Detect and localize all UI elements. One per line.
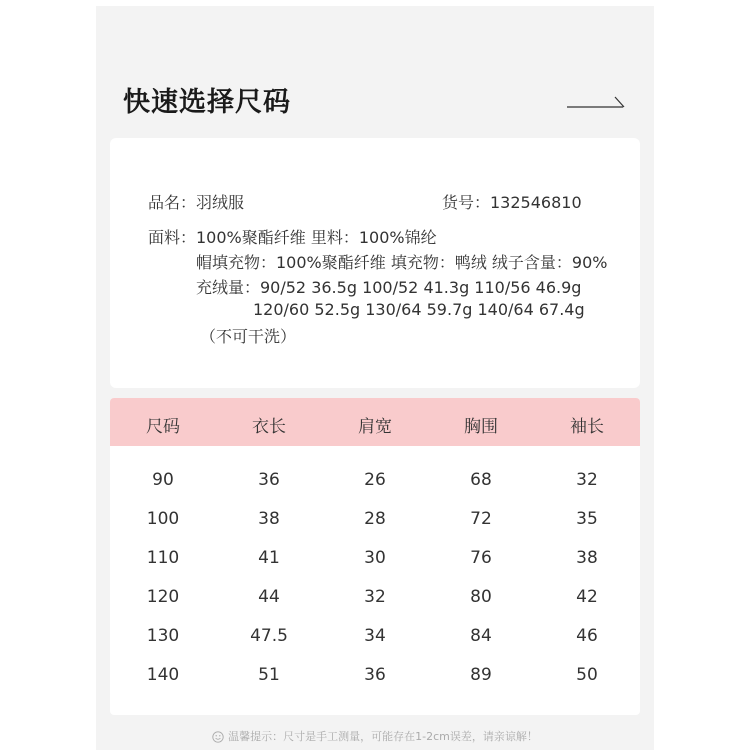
wash-note: （不可干洗） <box>200 327 297 346</box>
product-sku: 货号：132546810 <box>442 193 582 212</box>
table-cell: 46 <box>576 626 598 646</box>
table-cell: 26 <box>364 470 386 490</box>
table-cell: 140 <box>146 665 180 685</box>
table-cell: 32 <box>576 470 598 490</box>
table-cell: 28 <box>364 509 386 529</box>
table-cell: 42 <box>576 587 598 607</box>
table-cell: 110 <box>146 548 180 568</box>
table-cell: 41 <box>258 548 280 568</box>
header-cell-shoulder: 肩宽 <box>358 417 392 437</box>
measurement-tip <box>0 728 750 744</box>
table-cell: 89 <box>470 665 492 685</box>
table-cell: 90 <box>152 470 174 490</box>
fill-weight-line-2: 120/60 52.5g 130/64 59.7g 140/64 67.4g <box>253 300 585 319</box>
table-cell: 100 <box>146 509 180 529</box>
table-cell: 76 <box>470 548 492 568</box>
table-cell: 50 <box>576 665 598 685</box>
table-cell: 38 <box>576 548 598 568</box>
product-name: 品名：羽绒服 <box>148 193 245 212</box>
table-cell: 47.5 <box>250 626 288 646</box>
arrow-right-icon[interactable] <box>566 94 626 110</box>
table-cell: 36 <box>364 665 386 685</box>
smile-icon <box>212 731 224 743</box>
table-cell: 68 <box>470 470 492 490</box>
table-cell: 30 <box>364 548 386 568</box>
table-cell: 34 <box>364 626 386 646</box>
size-table <box>110 398 640 715</box>
fabric-info: 面料：100%聚酯纤维 里料：100%锦纶 <box>148 228 437 247</box>
table-cell: 80 <box>470 587 492 607</box>
table-cell: 36 <box>258 470 280 490</box>
header-cell-size: 尺码 <box>146 417 180 437</box>
page-title: 快速选择尺码 <box>123 87 291 118</box>
hood-fill-info: 帽填充物：100%聚酯纤维 填充物：鸭绒 绒子含量：90% <box>196 253 608 272</box>
table-cell: 35 <box>576 509 598 529</box>
product-info-card <box>110 138 640 388</box>
table-cell: 84 <box>470 626 492 646</box>
table-cell: 130 <box>146 626 180 646</box>
table-header <box>110 398 640 446</box>
table-cell: 44 <box>258 587 280 607</box>
table-cell: 120 <box>146 587 180 607</box>
header-cell-length: 衣长 <box>252 417 286 437</box>
fill-weight-line-1: 充绒量：90/52 36.5g 100/52 41.3g 110/56 46.9g <box>196 278 582 297</box>
table-cell: 32 <box>364 587 386 607</box>
table-cell: 72 <box>470 509 492 529</box>
tip-text: 温馨提示：尺寸是手工测量，可能存在1-2cm误差，请亲谅解！ <box>228 730 538 743</box>
header-cell-sleeve: 袖长 <box>570 417 604 437</box>
table-cell: 51 <box>258 665 280 685</box>
header-cell-chest: 胸围 <box>464 417 498 437</box>
table-cell: 38 <box>258 509 280 529</box>
